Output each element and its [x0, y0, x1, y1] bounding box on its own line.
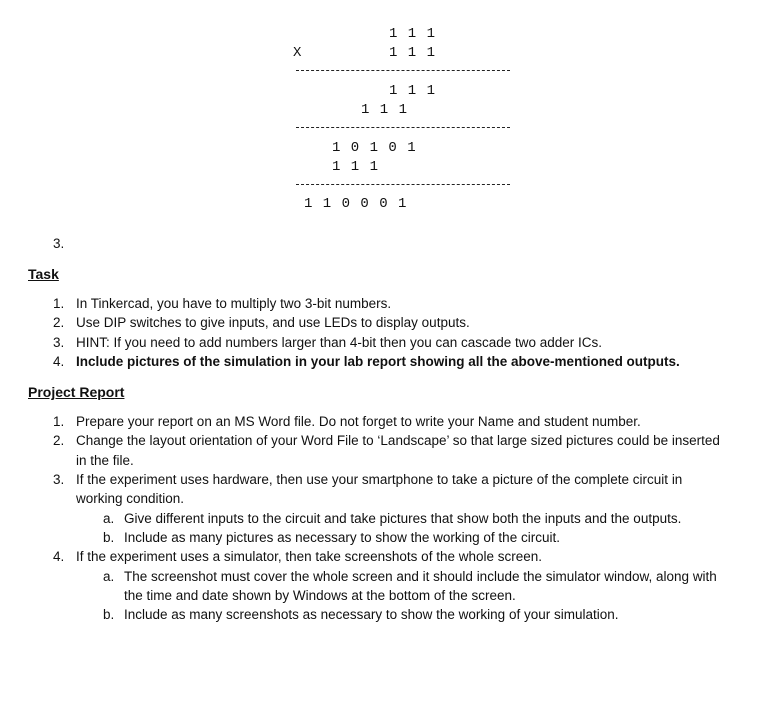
task-item: Include pictures of the simulation in your lab report showing all the above-mentioned outputs. [76, 354, 680, 369]
list-number: 3. [53, 472, 65, 487]
list-number: 2. [53, 433, 65, 448]
sub-list-letter: a. [103, 511, 115, 526]
task-item: In Tinkercad, you have to multiply two 3-bit numbers. [76, 296, 392, 311]
report-sub-item: Include as many pictures as necessary to show the working of the circuit. [124, 530, 560, 545]
report-item: If the experiment uses a simulator, then take screenshots of the whole screen. [76, 549, 543, 564]
multiplier: 1 1 1 [389, 45, 437, 61]
multiply-operator: X [293, 45, 303, 61]
sub-list-letter: b. [103, 607, 115, 622]
task-heading: Task [28, 266, 59, 282]
list-number: 1. [53, 296, 65, 311]
list-number: 1. [53, 414, 65, 429]
report-item-continuation: working condition. [76, 491, 185, 506]
intermediate-sum: 1 0 1 0 1 [332, 140, 417, 156]
report-sub-item: Include as many screenshots as necessary to show the working of your simulation. [124, 607, 619, 622]
report-item: Change the layout orientation of your Word File to ‘Landscape’ so that large sized pictures could be inserted [76, 433, 720, 448]
partial-product-3: 1 1 1 [332, 159, 380, 175]
final-result: 1 1 0 0 0 1 [304, 196, 408, 212]
list-number: 2. [53, 315, 65, 330]
divider-line [296, 184, 510, 185]
project-report-heading: Project Report [28, 384, 125, 400]
partial-product-1: 1 1 1 [389, 83, 437, 99]
divider-line [296, 70, 510, 71]
list-number: 4. [53, 354, 65, 369]
divider-line [296, 127, 510, 128]
report-item: If the experiment uses hardware, then use your smartphone to take a picture of the complete circuit in [76, 472, 683, 487]
sub-list-letter: b. [103, 530, 115, 545]
report-sub-item-continuation: the time and date shown by Windows at the bottom of the screen. [124, 588, 516, 603]
list-number: 4. [53, 549, 65, 564]
report-item: Prepare your report on an MS Word file. Do not forget to write your Name and student number. [76, 414, 641, 429]
partial-product-2: 1 1 1 [361, 102, 409, 118]
report-item-continuation: in the file. [76, 453, 134, 468]
question-number: 3. [53, 236, 65, 251]
task-item: HINT: If you need to add numbers larger than 4-bit then you can cascade two adder ICs. [76, 335, 603, 350]
report-sub-item: Give different inputs to the circuit and take pictures that show both the inputs and the outputs. [124, 511, 682, 526]
multiplicand: 1 1 1 [389, 26, 437, 42]
report-sub-item: The screenshot must cover the whole screen and it should include the simulator window, along with [124, 569, 717, 584]
sub-list-letter: a. [103, 569, 115, 584]
task-item: Use DIP switches to give inputs, and use LEDs to display outputs. [76, 315, 470, 330]
list-number: 3. [53, 335, 65, 350]
